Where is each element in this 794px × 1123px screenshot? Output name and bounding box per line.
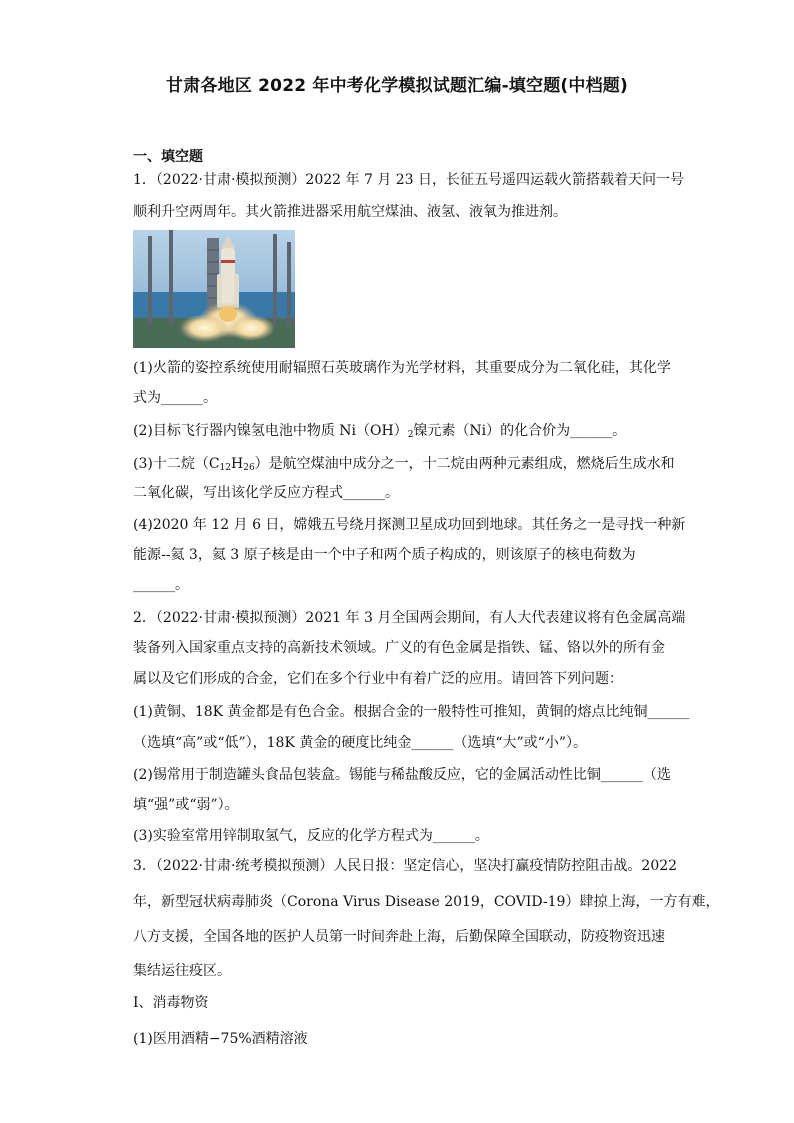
q3-stem-line-3: 八方支援，全国各地的医护人员第一时间奔赴上海，后勤保障全国联动，防疫物资迅速 bbox=[133, 929, 665, 945]
q2-part2-line-1: (2)锡常用于制造罐头食品包装盒。锡能与稀盐酸反应，它的金属活动性比铜______（选 bbox=[133, 767, 671, 783]
rocket-launch-illustration bbox=[133, 230, 295, 348]
q1-part3-hydrogen: H bbox=[231, 456, 244, 472]
q3-stem-line-2: 年，新型冠状病毒肺炎（Corona Virus Disease 2019，COVID-19）肆掠上海，一方有难， bbox=[133, 894, 720, 910]
q3-sub-heading: Ⅰ、消毒物资 bbox=[133, 995, 209, 1011]
q1-part1-line-1: (1)火箭的姿控系统使用耐辐照石英玻璃作为光学材料，其重要成分为二氧化硅，其化学 bbox=[133, 360, 671, 376]
q2-stem-line-2: 装备列入国家重点支持的高新技术领域。广义的有色金属是指铁、锰、铬以外的所有金 bbox=[133, 640, 665, 656]
q2-part1-line-1: (1)黄铜、18K 黄金都是有色合金。根据合金的一般特性可推知，黄铜的熔点比纯铜______ bbox=[133, 704, 690, 720]
q2-stem-line-1: 2．（2022·甘肃·模拟预测）2021 年 3 月全国两会期间，有人大代表建议将有色金属高端 bbox=[133, 610, 686, 626]
q1-part2-pre: (2)目标飞行器内镍氢电池中物质 Ni（OH） bbox=[133, 423, 408, 439]
section-heading: 一、填空题 bbox=[133, 149, 203, 165]
q1-part3-line-1 bbox=[133, 455, 675, 473]
q1-part3-pre: (3)十二烷（C bbox=[133, 456, 220, 472]
q1-part4-line-3: ______。 bbox=[133, 577, 189, 593]
q1-part4-line-2: 能源--氦 3，氦 3 原子核是由一个中子和两个质子构成的，则该原子的核电荷数为 bbox=[133, 547, 636, 563]
q2-part3-line-1: (3)实验室常用锌制取氢气，反应的化学方程式为______。 bbox=[133, 828, 489, 844]
q3-stem-line-4: 集结运往疫区。 bbox=[133, 963, 231, 979]
q1-stem-line-1: 1．（2022·甘肃·模拟预测）2022 年 7 月 23 日，长征五号遥四运载火箭搭载着天问一号 bbox=[133, 172, 685, 188]
q2-stem-line-3: 属以及它们形成的合金，它们在多个行业中有着广泛的应用。请回答下列问题： bbox=[133, 671, 623, 687]
rocket-launch-photo bbox=[133, 230, 295, 348]
q3-stem-line-1: 3．（2022·甘肃·统考模拟预测）人民日报：坚定信心，坚决打赢疫情防控阻击战。2022 bbox=[133, 858, 678, 874]
q1-part3-line-2: 二氧化碳，写出该化学反应方程式______。 bbox=[133, 485, 399, 501]
q2-part2-line-2: 填“强”或“弱”）。 bbox=[133, 797, 239, 813]
page-title: 甘肃各地区 2022 年中考化学模拟试题汇编-填空题(中档题) bbox=[166, 76, 628, 96]
q1-part1-line-2: 式为______。 bbox=[133, 390, 217, 406]
q2-part1-line-2: （选填“高”或“低”），18K 黄金的硬度比纯金______（选填“大”或“小”）。 bbox=[133, 735, 587, 751]
q1-part2-subscript: 2 bbox=[407, 430, 414, 440]
q1-part3-post: ）是航空煤油中成分之一，十二烷由两种元素组成，燃烧后生成水和 bbox=[254, 456, 675, 472]
q1-part2-post: 镍元素（Ni）的化合价为______。 bbox=[413, 423, 627, 439]
q1-part4-line-1: (4)2020 年 12 月 6 日，嫦娥五号绕月探测卫星成功回到地球。其任务之一是寻找一种新 bbox=[133, 517, 686, 533]
q1-stem-line-2: 顺利升空两周年。其火箭推进器采用航空煤油、液氢、液氧为推进剂。 bbox=[133, 204, 567, 220]
q1-part2-line bbox=[133, 422, 626, 440]
q1-part3-sub-hydrogen: 26 bbox=[243, 463, 255, 473]
q1-part3-sub-carbon: 12 bbox=[219, 463, 231, 473]
q3-part1-line-1: (1)医用酒精−75%酒精溶液 bbox=[133, 1031, 308, 1047]
